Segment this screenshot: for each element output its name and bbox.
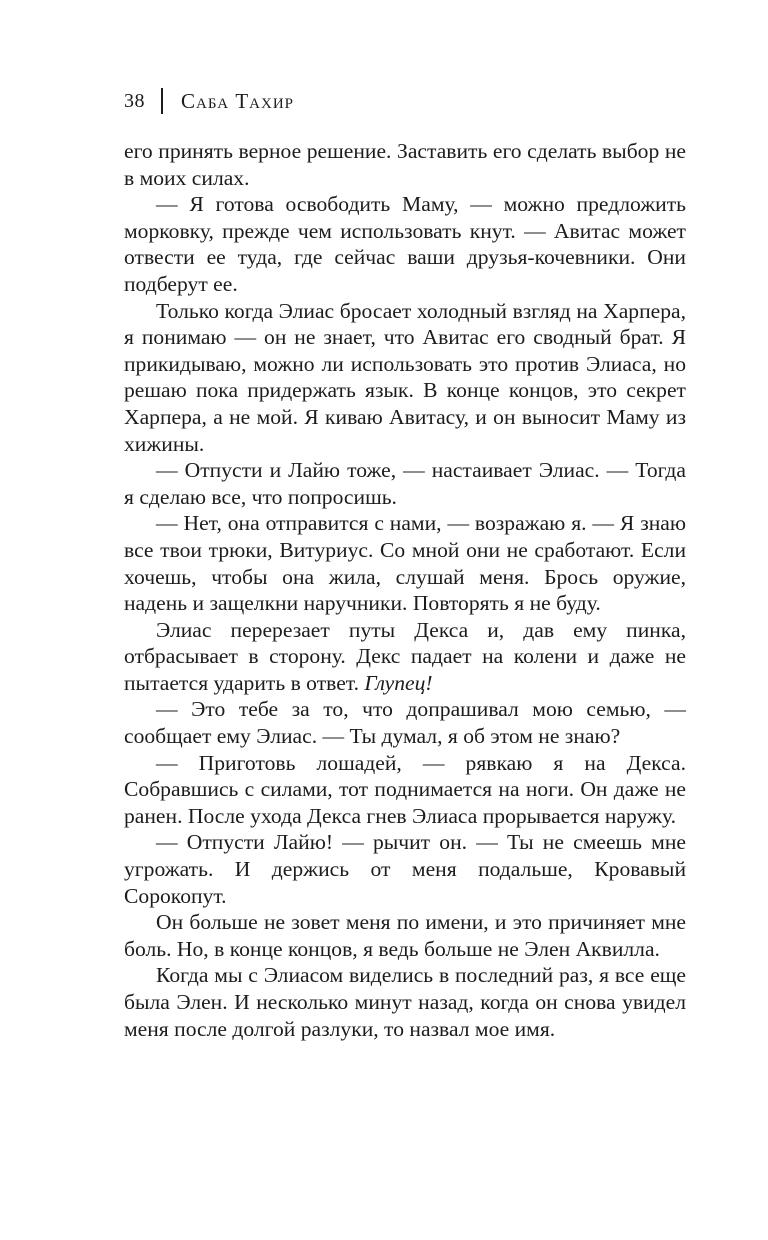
paragraph <box>124 457 686 510</box>
paragraph <box>124 962 686 1042</box>
paragraph-text: — Я готова освободить Маму, — можно предложить морковку, прежде чем использовать кнут. — Авитас может отвести ее туда, где сейчас ваши друзья-кочевники. Они подберут ее. <box>124 192 686 296</box>
paragraph-text: — Это тебе за то, что допрашивал мою семью, — сообщает ему Элиас. — Ты думал, я об этом не знаю? <box>124 697 686 749</box>
paragraph-text: — Отпусти и Лайю тоже, — настаивает Элиас. — Тогда я сделаю все, что попросишь. <box>124 458 686 509</box>
author-name: Саба Тахир <box>181 88 295 113</box>
paragraph <box>124 138 686 191</box>
running-head <box>124 86 294 116</box>
paragraph-text: Только когда Элиас бросает холодный взгляд на Харпера, я понимаю — он не знает, что Авитас его сводный брат. Я прикидываю, можно ли использовать это против Элиаса, но решаю пока придержать язык. В конце концов, это секрет Харпера, а не мой. Я киваю Авитасу, и он выносит Маму из хижины. <box>124 298 686 456</box>
paragraph-text: его принять верное решение. Заставить его сделать выбор не в моих силах. <box>124 139 686 190</box>
paragraph <box>124 510 686 616</box>
italic-thought: Глупец! <box>359 670 433 695</box>
paragraph <box>124 750 686 830</box>
paragraph <box>124 829 686 909</box>
paragraph-text: Когда мы с Элиасом виделись в последний раз, я все еще была Элен. И несколько минут назад, когда он снова увидел меня после долгой разлуки, то назвал мое имя. <box>124 963 686 1041</box>
paragraph <box>124 696 686 749</box>
paragraph-text: Он больше не зовет меня по имени, и это причиняет мне боль. Но, в конце концов, я ведь больше не Элен Аквилла. <box>124 910 686 961</box>
paragraph <box>124 298 686 458</box>
paragraph-text: Элиас перерезает путы Декса и, дав ему пинка, отбрасывает в сторону. Декс падает на колени и даже не пытается ударить в ответ. <box>124 617 686 695</box>
header-divider <box>161 88 163 114</box>
paragraph-text: — Приготовь лошадей, — рявкаю я на Декса. Собравшись с силами, тот поднимается на ноги. Он даже не ранен. После ухода Декса гнев Элиаса прорывается наружу. <box>124 750 686 828</box>
paragraph <box>124 617 686 697</box>
paragraph-text: — Нет, она отправится с нами, — возражаю я. — Я знаю все твои трюки, Витуриус. Со мной они не сработают. Если хочешь, чтобы она жила, слушай меня. Брось оружие, надень и защелкни наручники. Повторять я не буду. <box>124 511 686 616</box>
page-number: 38 <box>124 89 145 112</box>
paragraph-text: — Отпусти Лайю! — рычит он. — Ты не смеешь мне угрожать. И держись от меня подальше, Кровавый Сорокопут. <box>124 830 686 908</box>
paragraph <box>124 909 686 962</box>
body-text <box>124 138 686 1042</box>
paragraph <box>124 191 686 297</box>
